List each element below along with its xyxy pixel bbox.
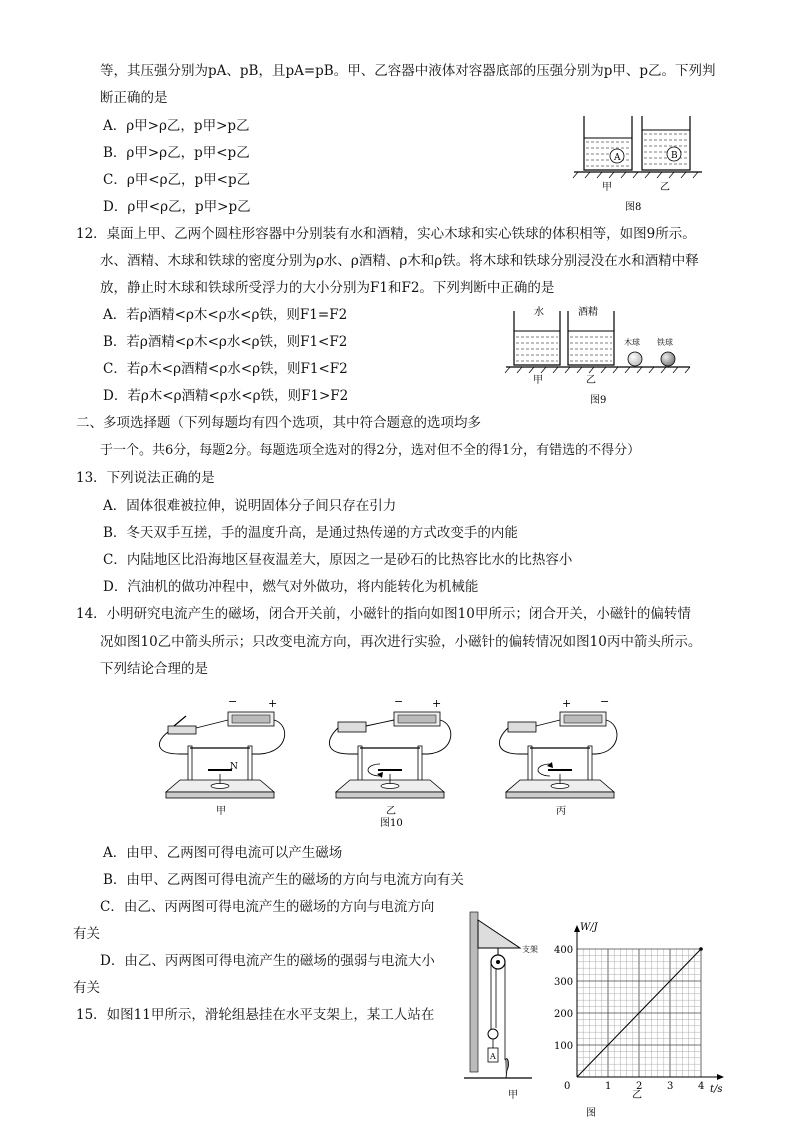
q14-option-b: B．由甲、乙两图可得电流产生的磁场的方向与电流方向有关 — [103, 872, 464, 888]
fig9-label-jia: 甲 — [533, 375, 543, 386]
x-tick-label: 3 — [667, 1081, 674, 1092]
q11-option-a: A．ρ甲>ρ乙，p甲>p乙 — [103, 118, 250, 134]
q13-option-b: B．冬天双手互搓，手的温度升高，是通过热传递的方式改变手的内能 — [103, 525, 518, 541]
q11-line1: 等，其压强分别为pA、pB，且pA=pB。甲、乙容器中液体对容器底部的压强分别为p甲、p乙。下列判 — [100, 63, 716, 79]
container-water — [514, 311, 560, 365]
water-label: 水 — [534, 307, 544, 318]
minus-sign: − — [228, 695, 238, 708]
x-tick-label: 2 — [636, 1081, 643, 1092]
apparatus-yi — [329, 695, 450, 817]
container-jia — [584, 116, 632, 170]
figure-10 — [150, 692, 610, 832]
q11-line2: 断正确的是 — [100, 90, 168, 106]
q12-line1: 12．桌面上甲、乙两个圆柱形容器中分别装有水和酒精，实心木球和实心铁球的体积相等，如图9所示。 — [76, 226, 696, 242]
wall — [470, 912, 478, 1072]
switch — [168, 726, 196, 734]
x-tick-label: 4 — [698, 1081, 705, 1092]
y-tick-label: 400 — [554, 945, 574, 956]
q11-option-b: B．ρ甲>ρ乙，p甲<p乙 — [103, 145, 250, 161]
fig9-caption: 图9 — [590, 395, 607, 406]
q12-option-d: D．若ρ木<ρ酒精<ρ水<ρ铁，则F1>F2 — [103, 388, 349, 404]
q13-stem: 13．下列说法正确的是 — [76, 470, 215, 486]
q14-option-c-line1: C．由乙、丙两图可得电流产生的磁场的方向与电流方向 — [100, 899, 435, 915]
fig9-label-yi: 乙 — [586, 375, 596, 386]
fig8-label-jia: 甲 — [602, 182, 612, 193]
q14-line3: 下列结论合理的是 — [100, 661, 208, 677]
q12-option-a: A．若ρ酒精<ρ木<ρ水<ρ铁，则F1=F2 — [103, 307, 348, 323]
q13-option-a: A．固体很难被拉伸，说明固体分子间只存在引力 — [103, 498, 397, 514]
section2-line1: 二、多项选择题（下列每题均有四个选项，其中符合题意的选项均多 — [76, 415, 481, 431]
north-label: N — [230, 762, 238, 772]
q14-line2: 况如图10乙中箭头所示；只改变电流方向，再次进行实验，小磁针的偏转情况如图10丙中箭头所示。 — [100, 634, 702, 650]
figure-11-pulley — [462, 910, 552, 1120]
y-tick-label: 300 — [554, 977, 574, 988]
movable-pulley — [488, 1029, 498, 1039]
plus-sign: + — [268, 697, 278, 710]
alcohol-label: 酒精 — [578, 307, 598, 318]
q12-line2: 水、酒精、木球和铁球的密度分别为ρ水、ρ酒精、ρ木和ρ铁。将木球和铁球分别浸没在水和酒精中释 — [100, 253, 699, 269]
switch — [338, 722, 366, 732]
minus-sign: − — [600, 695, 610, 708]
q12-option-b: B．若ρ酒精<ρ木<ρ水<ρ铁，则F1<F2 — [103, 334, 348, 350]
q14-option-c-line2: 有关 — [73, 926, 100, 942]
iron-ball — [661, 352, 675, 366]
q14-option-d-line1: D．由乙、丙两图可得电流产生的磁场的强弱与电流大小 — [100, 953, 435, 969]
q11-option-c: C．ρ甲<ρ乙，p甲<p乙 — [103, 172, 251, 188]
q12-option-c: C．若ρ木<ρ酒精<ρ水<ρ铁，则F1<F2 — [103, 361, 348, 377]
q14-option-d-line2: 有关 — [73, 980, 100, 996]
apparatus-jia — [159, 695, 284, 817]
fig11-label-jia: 甲 — [508, 1090, 518, 1101]
section2-line2: 于一个。共6分，每题2分。每题选项全选对的得2分，选对但不全的得1分，有错选的不得分） — [100, 443, 641, 458]
iron-ball-label: 铁球 — [657, 338, 673, 347]
fig10-label-bing: 丙 — [556, 806, 566, 817]
support-bracket — [478, 920, 520, 948]
data-point — [699, 947, 703, 951]
x-axis-arrow — [717, 1074, 724, 1080]
plus-sign: + — [432, 697, 442, 710]
apparatus-bing — [499, 695, 617, 817]
switch — [508, 722, 536, 732]
fig10-label-jia: 甲 — [216, 806, 226, 817]
container-yi — [642, 116, 690, 170]
series-line — [577, 947, 703, 1077]
fig8-caption: 图8 — [625, 202, 642, 213]
fig10-label-yi: 乙 — [386, 806, 396, 817]
x-tick-label: 0 — [564, 1081, 571, 1092]
q14-line1: 14．小明研究电流产生的磁场，闭合开关前，小磁针的指向如图10甲所示；闭合开关，小磁针的偏转情 — [76, 606, 691, 622]
plus-sign: + — [562, 697, 572, 710]
fig11-caption: 图 — [586, 1108, 596, 1119]
ball-b-label: B — [671, 151, 678, 161]
figure-9 — [500, 303, 700, 408]
q11-option-d: D．ρ甲<ρ乙，p甲>p乙 — [103, 199, 251, 215]
block-a-label: A — [490, 1052, 496, 1061]
y-tick-label: 200 — [554, 1009, 574, 1020]
y-axis-label: W/J — [580, 922, 598, 933]
q13-option-c: C．内陆地区比沿海地区昼夜温差大，原因之一是砂石的比热容比水的比热容小 — [103, 552, 573, 568]
fig10-caption: 图10 — [380, 818, 403, 829]
ball-a-label: A — [614, 153, 621, 163]
q15-line1: 15．如图11甲所示，滑轮组悬挂在水平支架上，某工人站在 — [76, 1007, 435, 1023]
q13-option-d: D．汽油机的做功冲程中，燃气对外做功，将内能转化为机械能 — [103, 579, 479, 595]
minus-sign: − — [394, 695, 404, 708]
wood-ball — [628, 352, 642, 366]
fig11-label-yi: 乙 — [632, 1090, 642, 1101]
x-tick-label: 1 — [605, 1081, 612, 1092]
figure-8 — [570, 110, 710, 215]
support-label: 支架 — [522, 945, 538, 954]
y-tick-label: 100 — [554, 1041, 574, 1052]
container-alcohol — [568, 311, 614, 365]
wood-ball-label: 木球 — [624, 338, 640, 347]
work-time-chart — [552, 920, 732, 1120]
x-axis-label: t/s — [710, 1084, 723, 1095]
fig8-label-yi: 乙 — [660, 182, 670, 193]
q12-line3: 放，静止时木球和铁球所受浮力的大小分别为F1和F2。下列判断中正确的是 — [100, 280, 555, 296]
q14-option-a: A．由甲、乙两图可得电流可以产生磁场 — [103, 845, 343, 861]
worker — [505, 1059, 508, 1078]
